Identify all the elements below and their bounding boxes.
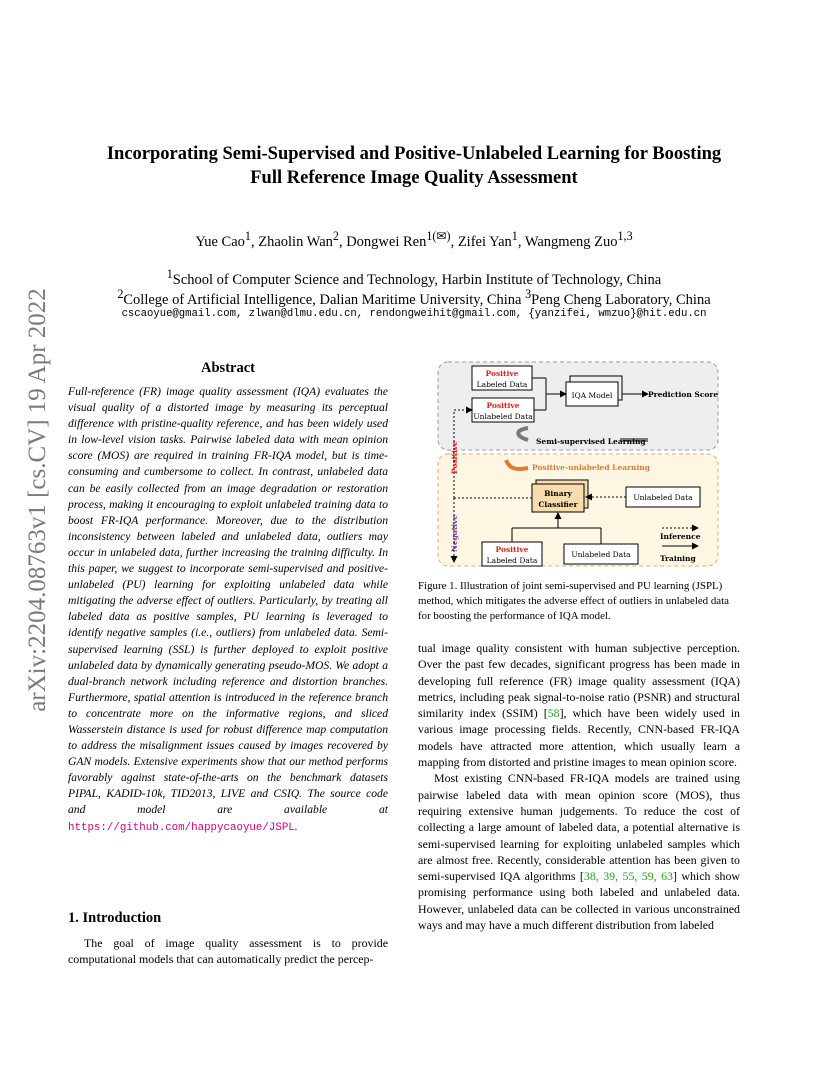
legend-inference-label: Inference	[660, 532, 701, 541]
ssl-label: Semi-supervised Learning	[536, 437, 646, 446]
affil-sup: 2	[117, 287, 124, 301]
author-name: Yue Cao	[195, 233, 245, 250]
p1-end: ], which have been widely used in various image processing fields. Recently, CNN-based FR-IQA models have attracted more attention, which usually learn a mapping from distorted and pristine images to mean opinion score.	[418, 706, 740, 770]
abstract-end: .	[294, 819, 298, 833]
prediction-score-label: Prediction Score	[648, 390, 719, 399]
abstract-text: Full-reference (FR) image quality assessment (IQA) evaluates the visual quality of a distorted image by measuring its perceptual difference with pristine-quality reference, and has been widely used in low-level vision tasks. Pairwise labeled data with mean opinion score (MOS) are required in training FR-IQA model, but is time-consuming and cumbersome to collect. In contrast, unlabeled data can be easily collected from an image degradation or restoration process, making it encouraging to exploit unlabeled training data to boost FR-IQA performance. Moreover, due to the distribution inconsistency between labeled and unlabeled data, outliers may occur in unlabeled data, further increasing the training difficulty. In this paper, we suggest to incorporate semi-supervised and positive-unlabeled (PU) learning for exploiting unlabeled data while mitigating the adverse effect of outliers. Particularly, by treating all labeled data as positive samples, PU learning is leveraged to identify negative samples (i.e., outliers) from unlabeled data. Semi-supervised learning (SSL) is further deployed to exploit positive unlabeled data by dynamically generating pseudo-MOS. We adopt a dual-branch network including reference and distortion branches. Furthermore, spatial attention is introduced in the reference branch to concentrate more on the informative regions, and sliced Wasserstein distance is used for robust difference map computation to address the misalignment issues caused by images recovered by GAN models. Extensive experiments show that our method performs favorably against state-of-the-arts on the benchmark datasets PIPAL, KADID-10k, TID2013, LIVE and CSIQ. The source code and model are available at	[68, 385, 388, 817]
p2-end: ] which show promising performance using both labeled and unlabeled data. However, unlabeled data can be collected in various unconstrained ways and may have a much different distribution from labeled	[418, 869, 740, 933]
p1-text: tual image quality consistent with human subjective perception. Over the past few decades, significant progress has been made in developing full reference (FR) image quality assessment (IQA) metrics, including peak signal-to-noise ratio (PSNR) and structural similarity index (SSIM) [	[418, 641, 740, 721]
negative-vertical-label: Negative	[450, 514, 459, 552]
positive-label-2: Positive	[486, 401, 520, 410]
author-name: Zifei Yan	[457, 233, 512, 250]
positive-label-bottom: Positive	[495, 545, 529, 554]
affil-sup: 3	[525, 287, 532, 301]
author-sup: 1	[511, 229, 518, 243]
right-column	[418, 640, 740, 933]
pul-label: Positive-unlabeled Learning	[532, 463, 651, 472]
citation-links[interactable]: 38, 39, 55, 59, 63	[583, 869, 673, 884]
affil-sup: 1	[166, 267, 173, 281]
author-sup: 2	[332, 229, 339, 243]
arxiv-id: arXiv:2204.08763v1 [cs.CV] 19 Apr 2022	[24, 288, 52, 712]
code-link[interactable]: https://github.com/happycaoyue/JSPL	[68, 821, 295, 834]
affiliation-1	[60, 267, 768, 289]
title-line-2: Full Reference Image Quality Assessment	[250, 168, 578, 188]
figure-1-diagram	[420, 356, 720, 570]
intro-paragraph: The goal of image quality assessment is to provide computational models that can automatically predict the percep-	[68, 936, 388, 967]
right-paragraph-2	[418, 770, 740, 933]
right-paragraph-1	[418, 640, 740, 770]
positive-label: Positive	[485, 369, 519, 378]
labeled-data-label-bottom: Labeled Data	[486, 556, 538, 565]
email-list: cscaoyue@gmail.com, zlwan@dlmu.edu.cn, rendongweihit@gmail.com, {yanzifei, wmzuo}@hit.edu.cn	[121, 308, 707, 320]
iqa-model-label: IQA Model	[571, 391, 613, 400]
citation-link[interactable]: 58	[547, 706, 560, 721]
unlabeled-label-bottom: Unlabeled Data	[571, 550, 631, 559]
author-sup: 1	[244, 229, 251, 243]
unlabeled-right-label: Unlabeled Data	[633, 493, 693, 502]
paper-title	[60, 142, 768, 190]
classifier-label: Classifier	[538, 500, 578, 509]
unlabeled-data-label: Unlabeled Data	[473, 412, 533, 421]
arxiv-sidebar	[8, 290, 68, 710]
binary-label: Binary	[544, 489, 572, 498]
abstract-heading: Abstract	[201, 360, 255, 376]
p2-text: Most existing CNN-based FR-IQA models are trained using pairwise labeled data with mean opinion score (MOS), thus requiring extensive human judgements. To reduce the cost of collecting a large amount of labeled data, a potential alternative is semi-supervised learning for exploiting unlabeled samples which are almost free. Recently, considerable attention has been given to semi-supervised IQA algorithms [	[418, 771, 740, 884]
author-list: Yue Cao$^1$, Zhaolin Wan$^2$, Dongwei Ren$^{1(✉)}$, Zifei Yan$^1$, Wangmeng Zuo$^{1,3}$	[195, 229, 633, 250]
affil-text: School of Computer Science and Technology, Harbin Institute of Technology, China	[172, 271, 662, 288]
author-name: Dongwei Ren	[346, 233, 427, 250]
legend-training-label: Training	[660, 554, 696, 563]
affil-text: College of Artificial Intelligence, Dalian Maritime University, China	[123, 291, 522, 308]
abstract-body	[68, 384, 388, 836]
author-sup: 1(✉)	[426, 229, 451, 243]
positive-vertical-label: Positive	[450, 441, 459, 474]
figure-caption: Figure 1. Illustration of joint semi-supervised and PU learning (JSPL) method, which mitigates the adverse effect of outliers in unlabeled data for boosting the performance of IQA model.	[418, 580, 729, 622]
author-name: Zhaolin Wan	[258, 233, 333, 250]
section-heading-introduction: 1. Introduction	[68, 910, 162, 926]
affil-text: Peng Cheng Laboratory, China	[531, 291, 711, 308]
affiliation-2	[60, 287, 768, 309]
labeled-data-label: Labeled Data	[476, 380, 528, 389]
author-sup: 1,3	[617, 229, 633, 243]
author-name: Wangmeng Zuo	[524, 233, 618, 250]
title-line-1: Incorporating Semi-Supervised and Positive-Unlabeled Learning for Boosting	[106, 144, 722, 164]
